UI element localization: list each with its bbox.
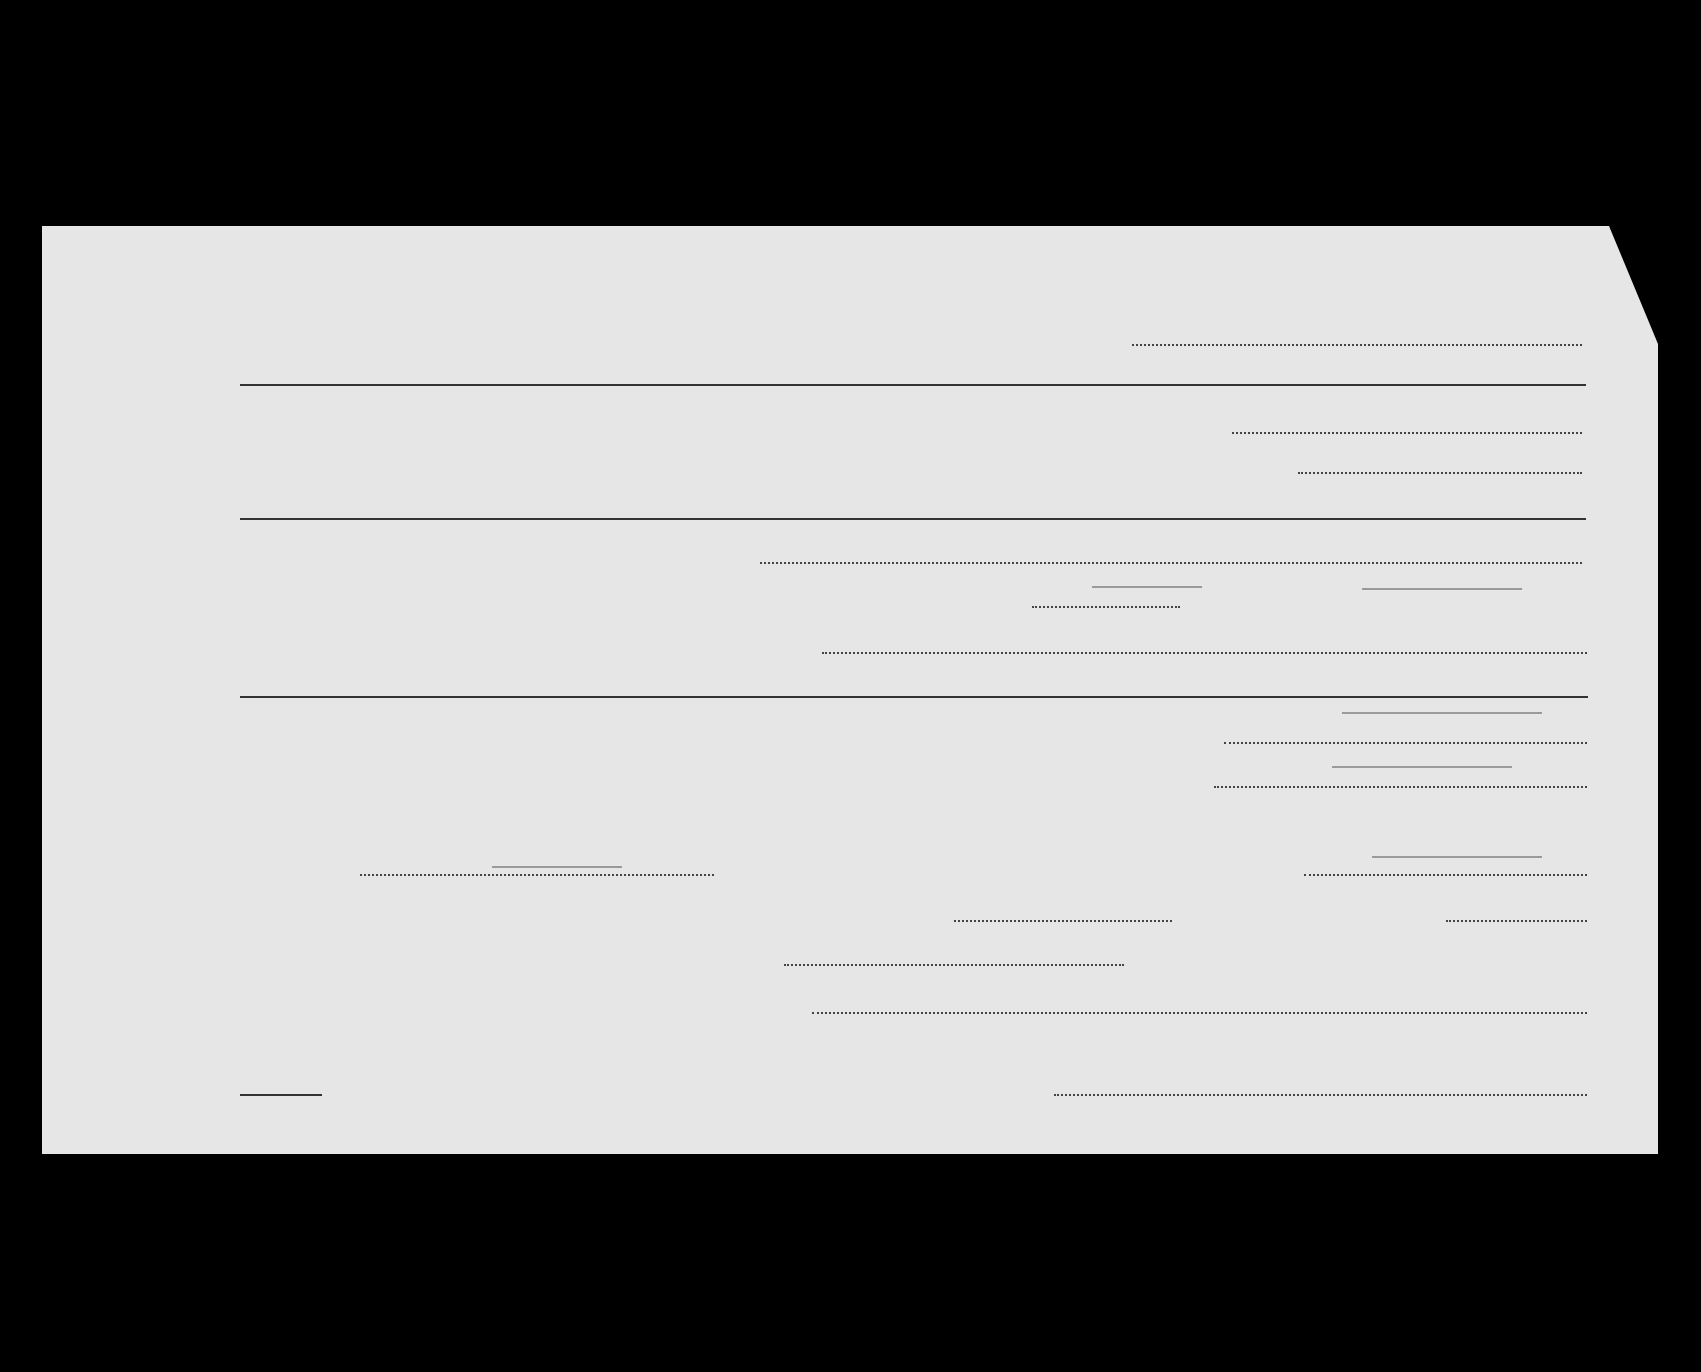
q9-duration-stroke xyxy=(1092,586,1202,588)
q8a-continuation-line[interactable] xyxy=(240,384,1586,386)
q8v-continuation-line[interactable] xyxy=(240,518,1586,520)
q8g-answer-line[interactable] xyxy=(760,562,1582,564)
q9-last-place-line[interactable] xyxy=(822,652,1587,654)
q12-tail-stroke xyxy=(1372,856,1542,858)
q12-tail-line[interactable] xyxy=(1304,874,1587,876)
q11-answer-line[interactable] xyxy=(1214,786,1587,788)
q12-stroke xyxy=(492,866,622,868)
date-day-line[interactable] xyxy=(240,1094,322,1096)
q13-help-line[interactable] xyxy=(1446,920,1587,922)
q14-answer-line[interactable] xyxy=(812,1012,1587,1014)
q10-stroke xyxy=(1342,712,1542,714)
q11-stroke xyxy=(1332,766,1512,768)
q9-profession-stroke xyxy=(1362,588,1522,590)
q8b-answer-line[interactable] xyxy=(1232,432,1582,434)
q9-continuation-line[interactable] xyxy=(240,696,1588,698)
q8a-answer-line[interactable] xyxy=(1132,344,1582,346)
q9-duration-line[interactable] xyxy=(1032,606,1180,608)
q13-village-line[interactable] xyxy=(784,964,1124,966)
signature-line[interactable] xyxy=(1054,1094,1587,1096)
census-form-card xyxy=(42,226,1658,1154)
q13-member-line[interactable] xyxy=(954,920,1172,922)
q8v-answer-line[interactable] xyxy=(1298,472,1582,474)
q10-answer-line[interactable] xyxy=(1224,742,1587,744)
q12-source-line[interactable] xyxy=(360,874,714,876)
